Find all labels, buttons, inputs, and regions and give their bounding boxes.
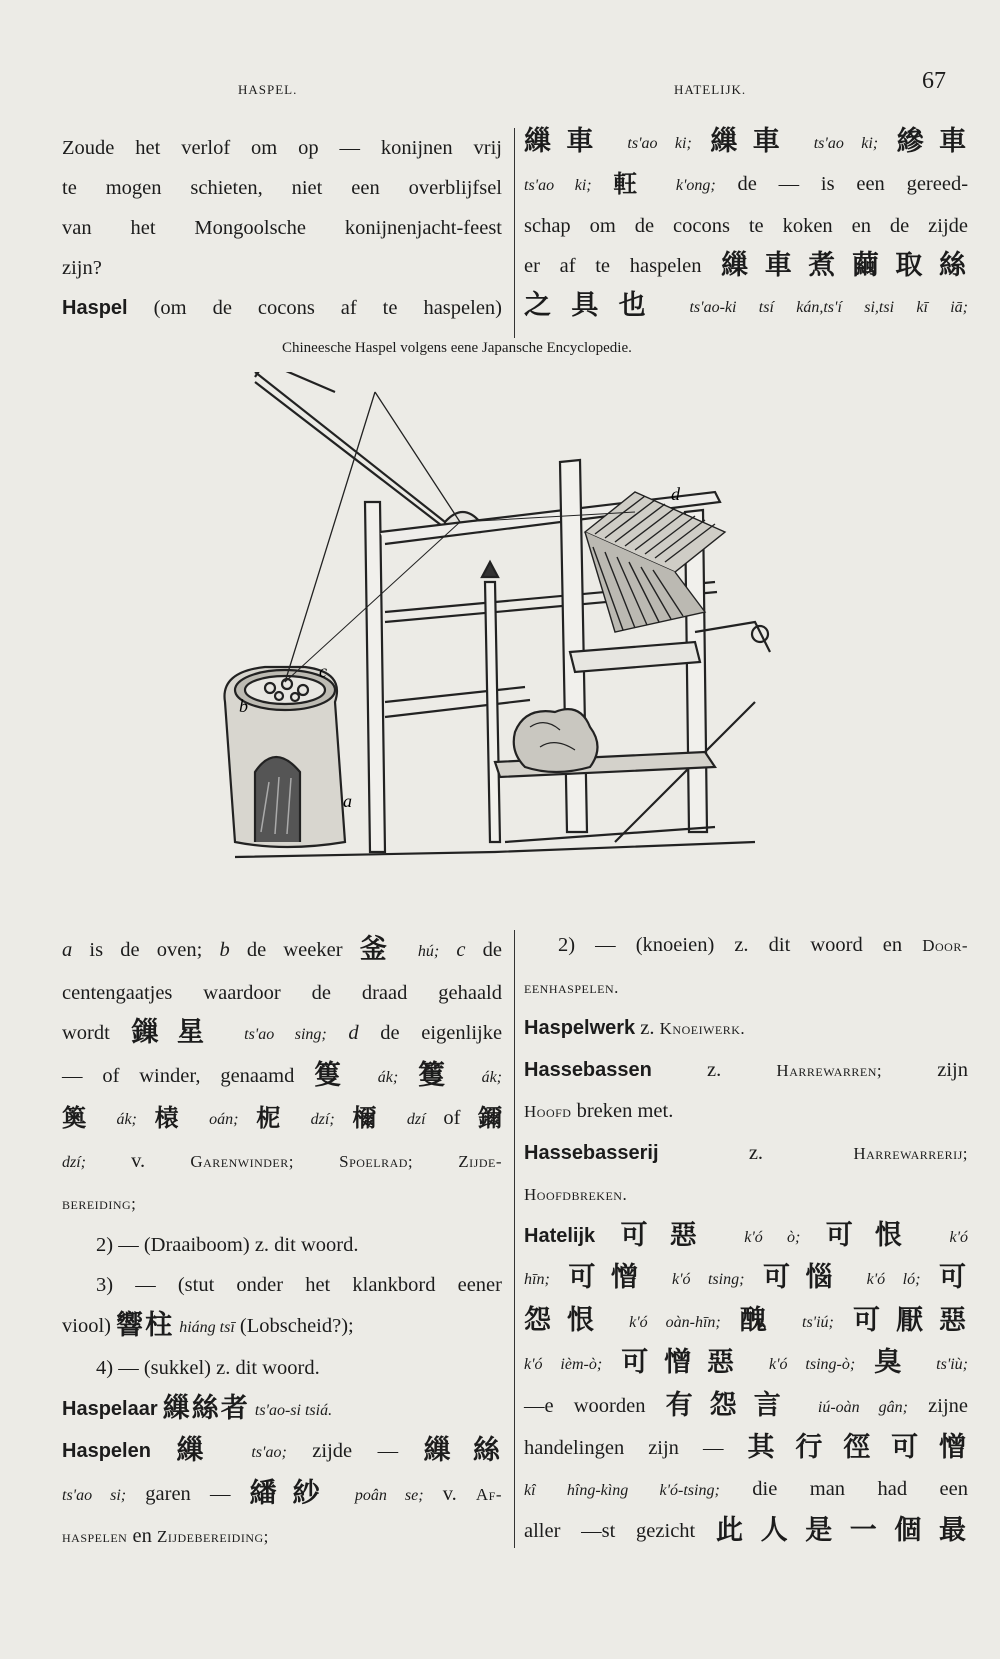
chinese-text: 柅 bbox=[256, 1104, 293, 1132]
chinese-text: 怨恨 bbox=[524, 1304, 610, 1336]
entry-haspelen bbox=[62, 1431, 502, 1474]
cross-reference: Knoeiwerk. bbox=[659, 1019, 746, 1038]
chinese-text: 軖 bbox=[613, 170, 655, 198]
cross-reference: Garenwinder; bbox=[190, 1151, 294, 1171]
romanization: ts'ao-si tsiá. bbox=[254, 1401, 333, 1419]
entry-text: viool) bbox=[62, 1314, 111, 1337]
text-line bbox=[524, 246, 968, 286]
page-number: 67 bbox=[922, 68, 946, 94]
entry-text: z. bbox=[640, 1017, 655, 1039]
cross-reference: Door- bbox=[922, 936, 969, 955]
entry-text: breken met. bbox=[576, 1100, 674, 1122]
chinese-text: 繅絲 bbox=[423, 1435, 503, 1466]
entry-text: de eigenlijke bbox=[380, 1022, 503, 1044]
text-line bbox=[524, 1511, 968, 1552]
ref-letter: b bbox=[219, 939, 230, 961]
entry-text: —e woorden bbox=[524, 1394, 646, 1417]
right-running-head: HATELIJK. bbox=[674, 82, 747, 97]
text-line: schap om de cocons te koken en de zijde bbox=[524, 215, 968, 237]
column-divider-bottom bbox=[514, 930, 515, 1548]
chinese-text: 篗 bbox=[314, 1059, 358, 1091]
entry-text: handelingen zijn — bbox=[524, 1437, 724, 1459]
entry-text: die man had een bbox=[752, 1477, 968, 1500]
romanization: k'ó ò; bbox=[744, 1228, 801, 1246]
text-line bbox=[524, 967, 968, 1009]
romanization: ák; bbox=[481, 1068, 503, 1086]
romanization: iú-oàn gân; bbox=[817, 1398, 909, 1416]
chinese-text: 繅車 bbox=[710, 126, 796, 157]
text-line bbox=[62, 1056, 502, 1099]
text-line bbox=[524, 1174, 968, 1216]
entry-text: z. bbox=[748, 1141, 764, 1164]
chinese-text: 此人是一個最 bbox=[715, 1515, 969, 1546]
running-header bbox=[0, 60, 1000, 100]
text-line bbox=[524, 164, 968, 206]
text-line bbox=[62, 1013, 502, 1056]
text-line bbox=[62, 1098, 502, 1141]
romanization: ts'ao ki; bbox=[627, 135, 692, 152]
text-line bbox=[62, 930, 502, 973]
chinese-text: 榬 bbox=[154, 1104, 192, 1132]
entry-text: de — is een gereed- bbox=[737, 173, 969, 195]
ref-letter: d bbox=[348, 1022, 359, 1044]
entry-text: v. bbox=[442, 1482, 457, 1505]
text-line bbox=[524, 286, 968, 328]
top-left-column bbox=[62, 128, 502, 328]
text-line bbox=[524, 1091, 968, 1133]
entry-text: en bbox=[132, 1525, 152, 1547]
text-line bbox=[62, 1516, 502, 1558]
romanization: ts'ao sing; bbox=[244, 1026, 327, 1043]
chinese-text: 有怨言 bbox=[665, 1389, 798, 1421]
romanization: k'ó tsing-ò; bbox=[768, 1356, 856, 1373]
romanization: ts'ao; bbox=[251, 1444, 287, 1461]
romanization: k'ó tsing; bbox=[671, 1271, 745, 1288]
chinese-text: 可厭惡 bbox=[853, 1304, 968, 1336]
figure-label-a: a bbox=[343, 791, 352, 811]
romanization: k'ó ló; bbox=[866, 1271, 921, 1288]
romanization: ák; bbox=[116, 1111, 137, 1128]
chinese-text: 其行徑可憎 bbox=[747, 1432, 969, 1463]
entry-text: wordt bbox=[62, 1022, 110, 1044]
entry-hatelijk bbox=[524, 1216, 968, 1259]
headword-haspel: Haspel bbox=[62, 297, 128, 319]
text-line bbox=[524, 122, 968, 164]
headword-haspelen: Haspelen bbox=[62, 1440, 151, 1462]
chinese-text: 臭 bbox=[874, 1347, 918, 1378]
chinese-text: 醜 bbox=[739, 1304, 783, 1336]
romanization: poân se; bbox=[354, 1486, 424, 1504]
entry-text: zijde — bbox=[312, 1440, 399, 1462]
chinese-text: 響柱 bbox=[116, 1309, 175, 1341]
romanization: hīn; bbox=[524, 1271, 550, 1288]
text-line bbox=[62, 1474, 502, 1517]
cross-reference: haspelen bbox=[62, 1527, 128, 1546]
chinese-text: 繅車煮繭取絲 bbox=[721, 250, 969, 281]
sense-3: 3) — (stut onder het klankbord eener bbox=[96, 1274, 502, 1296]
entry-text: — of winder, genaamd bbox=[62, 1064, 295, 1087]
chinese-text: 可惱 bbox=[763, 1262, 848, 1293]
chinese-text: 繅車 bbox=[524, 126, 609, 157]
entry-text: (Lobscheid?); bbox=[239, 1314, 354, 1337]
romanization: k'ó oàn-hīn; bbox=[629, 1313, 721, 1331]
romanization: k'ong; bbox=[675, 177, 716, 194]
cross-reference: Harrewarrerij; bbox=[853, 1143, 968, 1163]
entry-text: of bbox=[443, 1107, 461, 1129]
entry-hassebasserij bbox=[524, 1133, 968, 1175]
romanization: kî hîng-kìng k'ó-tsing; bbox=[524, 1481, 720, 1499]
chinese-text: 繅 bbox=[176, 1435, 226, 1466]
romanization: dzí bbox=[406, 1111, 426, 1128]
romanization: dzí; bbox=[62, 1153, 86, 1171]
chinese-text: 釜 bbox=[359, 934, 401, 965]
chinese-text: 可惡 bbox=[620, 1219, 719, 1251]
entry-text: z. bbox=[707, 1058, 722, 1081]
figure-label-c: c bbox=[319, 661, 327, 681]
figure-caption: Chineesche Haspel volgens eene Japansche Encyclopedie. bbox=[282, 340, 632, 356]
romanization: ts'ao si; bbox=[62, 1486, 127, 1504]
left-running-head: HASPEL. bbox=[238, 82, 298, 97]
text-line: Zoude het verlof om op — konijnen vrij bbox=[62, 137, 502, 159]
cross-reference: Hoofd bbox=[524, 1102, 572, 1121]
bottom-right-column bbox=[524, 925, 968, 1552]
cross-reference: eenhaspelen. bbox=[524, 977, 619, 997]
entry-text: is de oven; bbox=[89, 939, 203, 961]
text-line bbox=[62, 1183, 502, 1225]
sense-2 bbox=[524, 925, 968, 967]
reeling-machine-drawing bbox=[195, 372, 820, 912]
haspel-illustration bbox=[195, 372, 820, 912]
entry-text: garen — bbox=[145, 1482, 231, 1505]
text-line bbox=[524, 1343, 968, 1386]
romanization: ts'iù; bbox=[936, 1356, 969, 1373]
headword-haspelaar: Haspelaar bbox=[62, 1397, 158, 1420]
chinese-text: 可憎惡 bbox=[621, 1347, 750, 1378]
headword-hassebassen: Hassebassen bbox=[524, 1058, 652, 1081]
figure-label-b: b bbox=[239, 696, 248, 716]
romanization: hú; bbox=[417, 943, 440, 960]
entry-haspel bbox=[62, 288, 502, 328]
chinese-text: 籆 bbox=[418, 1059, 462, 1091]
text-line bbox=[524, 1258, 968, 1301]
text-line: te mogen schieten, niet een overblijfsel bbox=[62, 177, 502, 199]
ref-letter: c bbox=[456, 939, 466, 961]
romanization: k'ó bbox=[949, 1228, 969, 1246]
column-divider-top bbox=[514, 128, 515, 338]
chinese-text: 縿車 bbox=[896, 126, 969, 157]
entry-text: de weeker bbox=[246, 939, 343, 961]
text-line bbox=[524, 1428, 968, 1469]
romanization: hiáng tsī bbox=[179, 1318, 235, 1336]
entry-text: 2) — (knoeien) z. dit woord en bbox=[558, 934, 903, 956]
entry-text: de bbox=[482, 939, 502, 961]
cross-reference: Af- bbox=[475, 1484, 503, 1504]
romanization: ts'ao ki; bbox=[813, 135, 879, 152]
chinese-text: 䉛 bbox=[62, 1104, 99, 1132]
entry-text: v. bbox=[131, 1149, 146, 1172]
headword-haspelwerk: Haspelwerk bbox=[524, 1017, 636, 1039]
chinese-text: 檷 bbox=[352, 1104, 390, 1132]
bottom-left-column bbox=[62, 930, 502, 1558]
top-right-column bbox=[524, 122, 968, 328]
entry-hassebassen bbox=[524, 1050, 968, 1092]
entry-haspelaar bbox=[62, 1389, 502, 1432]
text-line bbox=[62, 1141, 502, 1184]
text-line bbox=[524, 1469, 968, 1512]
chinese-text: 鏁星 bbox=[131, 1017, 223, 1048]
text-line bbox=[62, 1306, 502, 1349]
text-line bbox=[524, 1386, 968, 1429]
text-line: centengaatjes waardoor de draad gehaald bbox=[62, 981, 502, 1004]
entry-text: er af te haspelen bbox=[524, 255, 702, 277]
chinese-text: 繅絲者 bbox=[162, 1392, 250, 1424]
romanization: dzí; bbox=[310, 1111, 335, 1128]
chinese-text: 鑈 bbox=[478, 1104, 503, 1132]
entry-haspelwerk bbox=[524, 1008, 968, 1050]
chinese-text: 繙紗 bbox=[249, 1477, 336, 1509]
text-line: van het Mongoolsche konijnenjacht-feest bbox=[62, 217, 502, 239]
romanization: ts'ao-ki tsí kán,ts'í si,tsi kī iā; bbox=[689, 299, 969, 316]
cross-reference: Harrewarren; bbox=[776, 1060, 883, 1080]
text-line bbox=[524, 1301, 968, 1344]
sense-4: 4) — (sukkel) z. dit woord. bbox=[96, 1357, 320, 1379]
romanization: ák; bbox=[377, 1068, 399, 1086]
cross-reference: Zijdebereiding; bbox=[156, 1527, 269, 1546]
chinese-text: 可 bbox=[939, 1262, 968, 1293]
entry-text: zijn bbox=[937, 1058, 968, 1081]
figure-label-d: d bbox=[671, 484, 680, 504]
headword-hassebasserij: Hassebasserij bbox=[524, 1141, 659, 1164]
entry-text: (om de cocons af te haspelen) bbox=[153, 297, 502, 319]
romanization: ts'iú; bbox=[802, 1313, 834, 1331]
romanization: ts'ao ki; bbox=[524, 177, 592, 194]
cross-reference: Zijde- bbox=[458, 1151, 502, 1171]
romanization: k'ó ièm-ò; bbox=[524, 1356, 603, 1373]
sense-2: 2) — (Draaiboom) z. dit woord. bbox=[96, 1233, 359, 1256]
chinese-text: 之具也 bbox=[524, 290, 667, 321]
headword-hatelijk: Hatelijk bbox=[524, 1224, 596, 1247]
cross-reference: Spoelrad; bbox=[339, 1151, 414, 1171]
entry-text: aller —st gezicht bbox=[524, 1520, 696, 1542]
chinese-text: 可憎 bbox=[568, 1262, 654, 1293]
ref-letter: a bbox=[62, 939, 73, 961]
romanization: oán; bbox=[209, 1111, 239, 1128]
cross-reference: bereiding; bbox=[62, 1194, 137, 1213]
entry-text: zijne bbox=[928, 1394, 969, 1417]
chinese-text: 可恨 bbox=[825, 1219, 925, 1251]
cross-reference: Hoofdbreken. bbox=[524, 1185, 628, 1204]
text-line: zijn? bbox=[62, 257, 102, 279]
